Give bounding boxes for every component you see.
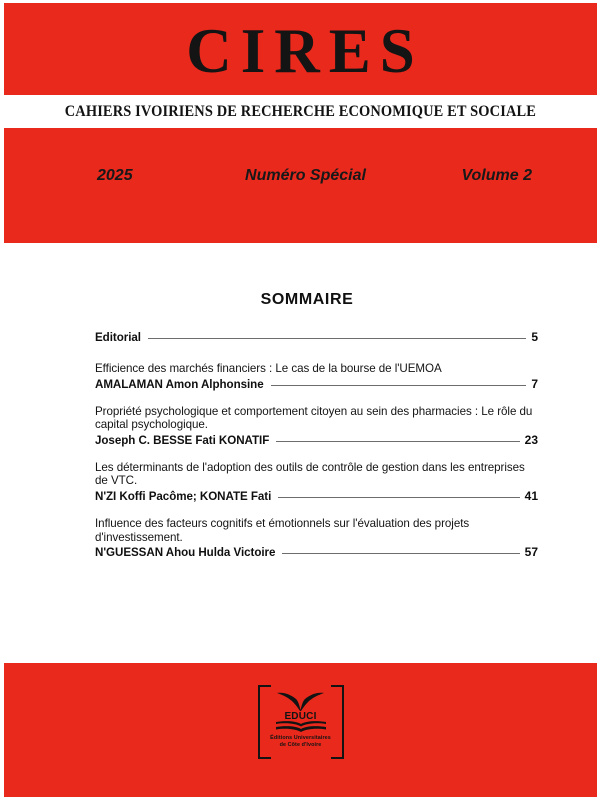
publisher-logo: [258, 685, 344, 759]
journal-subtitle: CAHIERS IVOIRIENS DE RECHERCHE ECONOMIQUE ET SOCIALE: [64, 102, 537, 120]
toc-entry-line: [95, 377, 538, 392]
open-book-icon: [274, 721, 328, 735]
toc-entry-page: 7: [531, 376, 538, 391]
issue-year: 2025: [97, 167, 133, 184]
toc-entry-authors: N'ZI Koffi Pacôme; KONATE Fati: [95, 489, 272, 503]
toc-entry-page: 41: [524, 488, 538, 503]
toc-entry[interactable]: [95, 461, 538, 504]
toc-entry-line: [95, 433, 538, 448]
table-of-contents-list: [0, 330, 600, 560]
toc-entry[interactable]: [95, 517, 538, 560]
publisher-caption-line-1: Éditions Universitaires: [270, 735, 331, 741]
toc-entry-page: 57: [524, 545, 538, 560]
toc-leader-line: [276, 434, 519, 444]
toc-entry-title: Influence des facteurs cognitifs et émotionnels sur l'évaluation des projets d'investissement.: [95, 516, 470, 544]
issue-volume: Volume 2: [461, 167, 532, 184]
toc-entry-title: Efficience des marchés financiers : Le cas de la bourse de l'UEMOA: [95, 362, 442, 375]
footer-red-band: [4, 663, 597, 797]
toc-entry-authors: Editorial: [95, 331, 141, 344]
toc-entry-title: Propriété psychologique et comportement citoyen au sein des pharmacies : Le rôle du capital psychologique.: [95, 404, 533, 432]
toc-leader-line: [271, 378, 527, 388]
publisher-wordmark: EDUCI: [284, 710, 317, 722]
table-of-contents-section: [0, 243, 600, 573]
toc-entry[interactable]: [95, 362, 538, 392]
toc-entry-line: [95, 545, 538, 560]
toc-entry-page: 23: [524, 432, 538, 447]
masthead-top-band: [4, 3, 597, 95]
bird-icon: [277, 691, 325, 711]
toc-entry-authors: AMALAMAN Amon Alphonsine: [95, 377, 264, 391]
journal-title: CIRES: [186, 15, 424, 86]
toc-leader-line: [282, 546, 519, 556]
toc-entry[interactable]: [95, 330, 538, 345]
toc-leader-line: [278, 490, 519, 500]
toc-entry[interactable]: [95, 405, 538, 448]
toc-entry-authors: N'GUESSAN Ahou Hulda Victoire: [95, 546, 276, 560]
publisher-caption: [259, 735, 343, 749]
toc-leader-line: [148, 331, 526, 341]
publisher-caption-line-2: de Côte d'Ivoire: [279, 742, 322, 749]
masthead-white-band: [4, 95, 597, 128]
toc-entry-page: 5: [531, 330, 538, 344]
toc-entry-line: [95, 330, 538, 345]
toc-entry-authors: Joseph C. BESSE Fati KONATIF: [95, 433, 270, 447]
contents-heading: SOMMAIRE: [260, 291, 354, 308]
issue-info-row: [4, 164, 597, 188]
issue-label: Numéro Spécial: [245, 167, 366, 184]
toc-entry-line: [95, 489, 538, 504]
masthead-issue-band: [4, 128, 597, 243]
toc-entry-title: Les déterminants de l'adoption des outils de contrôle de gestion dans les entreprises de VTC.: [95, 460, 525, 488]
